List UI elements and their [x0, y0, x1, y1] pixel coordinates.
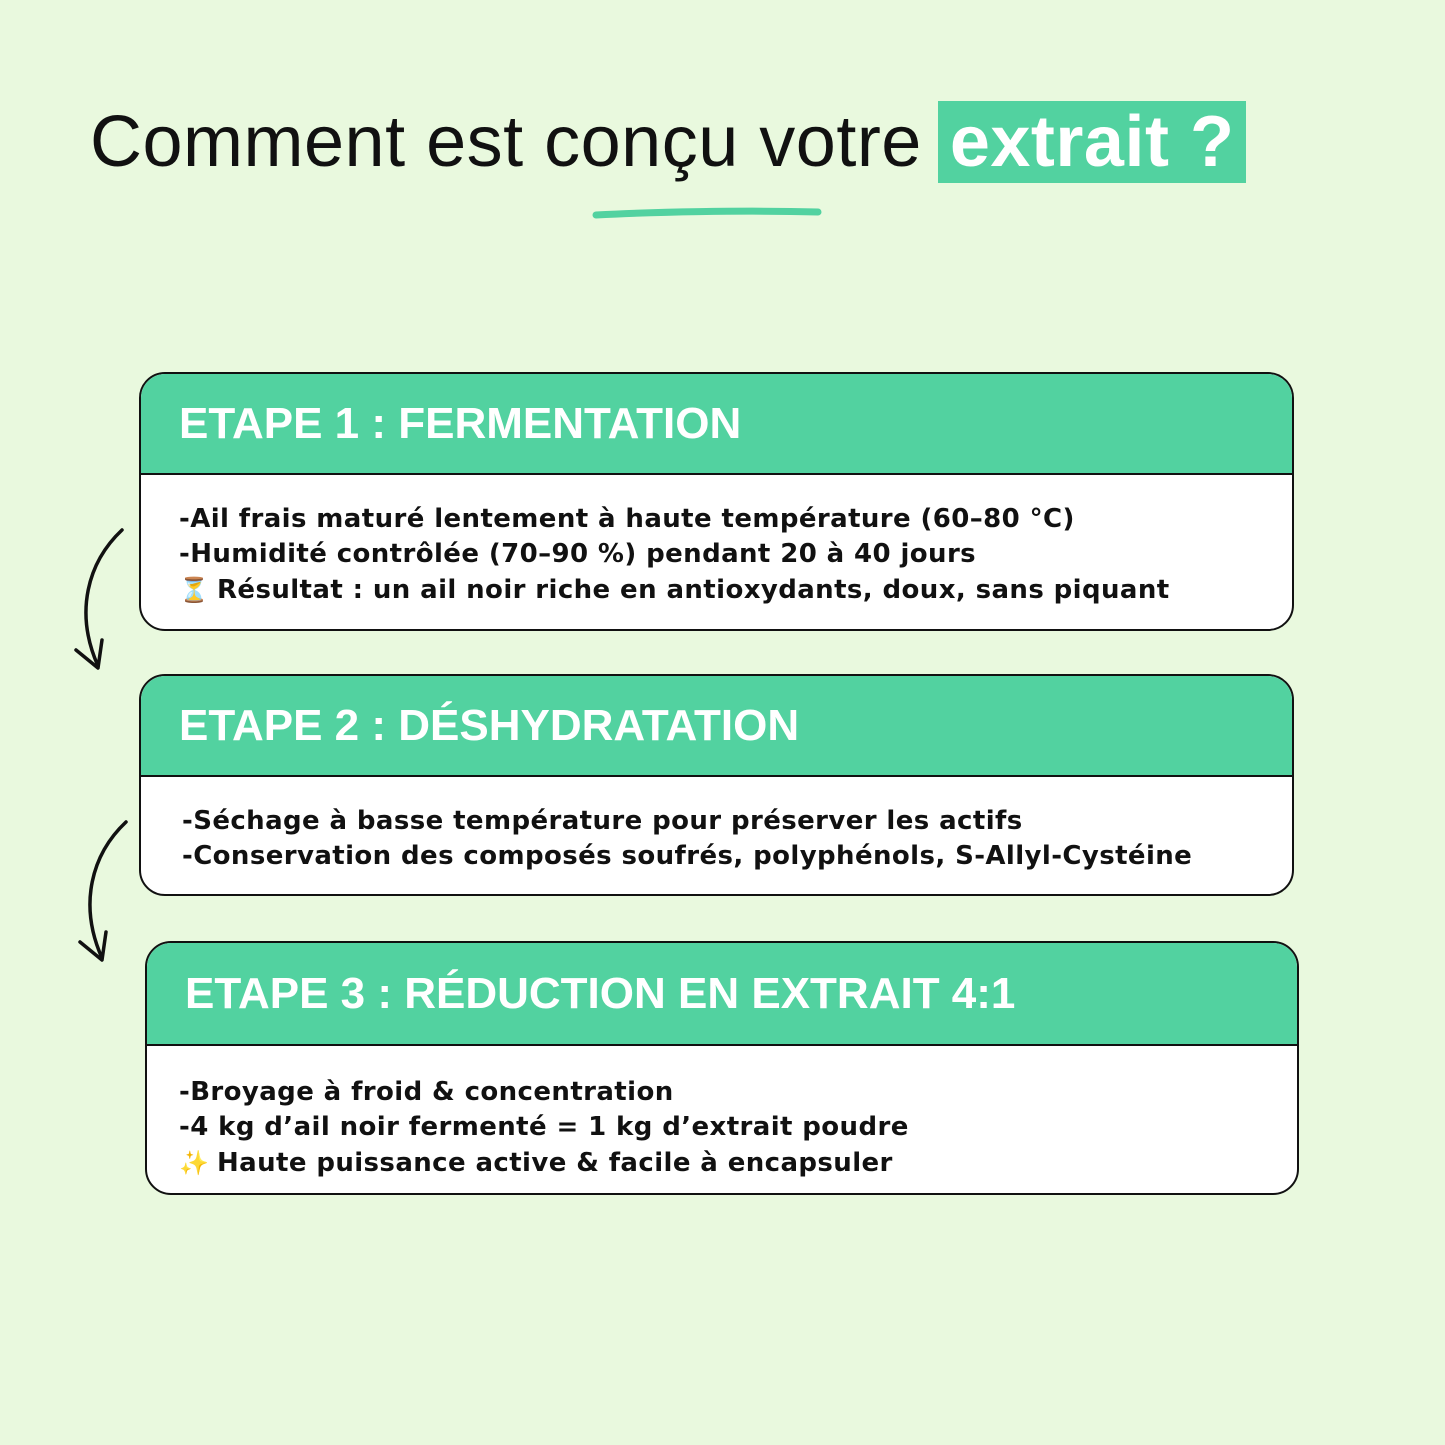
step-3-result-text: Haute puissance active & facile à encapsuler [217, 1147, 893, 1178]
step-2-header [141, 676, 1292, 777]
step-2-body [141, 777, 1292, 874]
step-3-line-2: -4 kg d’ail noir fermenté = 1 kg d’extrait poudre [179, 1112, 909, 1143]
step-2-title: ETAPE 2 : DÉSHYDRATATION [179, 700, 800, 750]
step-1-title: ETAPE 1 : FERMENTATION [179, 398, 742, 448]
step-3-line-1: -Broyage à froid & concentration [179, 1076, 674, 1107]
curved-arrow-down-icon [66, 522, 136, 678]
step-1-line-2: -Humidité contrôlée (70–90 %) pendant 20 à 40 jours [179, 539, 977, 570]
step-2-line-2: -Conservation des composés soufrés, polyphénols, S-Allyl-Cystéine [182, 841, 1193, 872]
step-3-card [145, 941, 1299, 1195]
title-underline [592, 202, 824, 226]
step-1-body [141, 475, 1292, 608]
step-3-title: ETAPE 3 : RÉDUCTION EN EXTRAIT 4:1 [185, 968, 1016, 1018]
step-2-card [139, 674, 1294, 896]
sparkles-icon: ✨ [179, 1148, 210, 1177]
title-text: Comment est conçu votre [90, 102, 922, 182]
step-1-result [179, 572, 1292, 608]
hourglass-icon: ⏳ [179, 575, 210, 604]
curved-arrow-down-icon [70, 814, 140, 970]
step-2-line-1: -Séchage à basse température pour préserver les actifs [182, 805, 1023, 836]
title-highlight: extrait ? [938, 101, 1247, 183]
step-1-result-text: Résultat : un ail noir riche en antioxydants, doux, sans piquant [217, 574, 1170, 605]
step-1-header [141, 374, 1292, 475]
step-3-body [147, 1046, 1297, 1181]
step-1-line-1: -Ail frais maturé lentement à haute température (60–80 °C) [179, 503, 1075, 534]
step-3-header [147, 943, 1297, 1046]
step-1-card [139, 372, 1294, 631]
step-3-result [179, 1145, 1297, 1181]
page-title [90, 96, 1246, 188]
